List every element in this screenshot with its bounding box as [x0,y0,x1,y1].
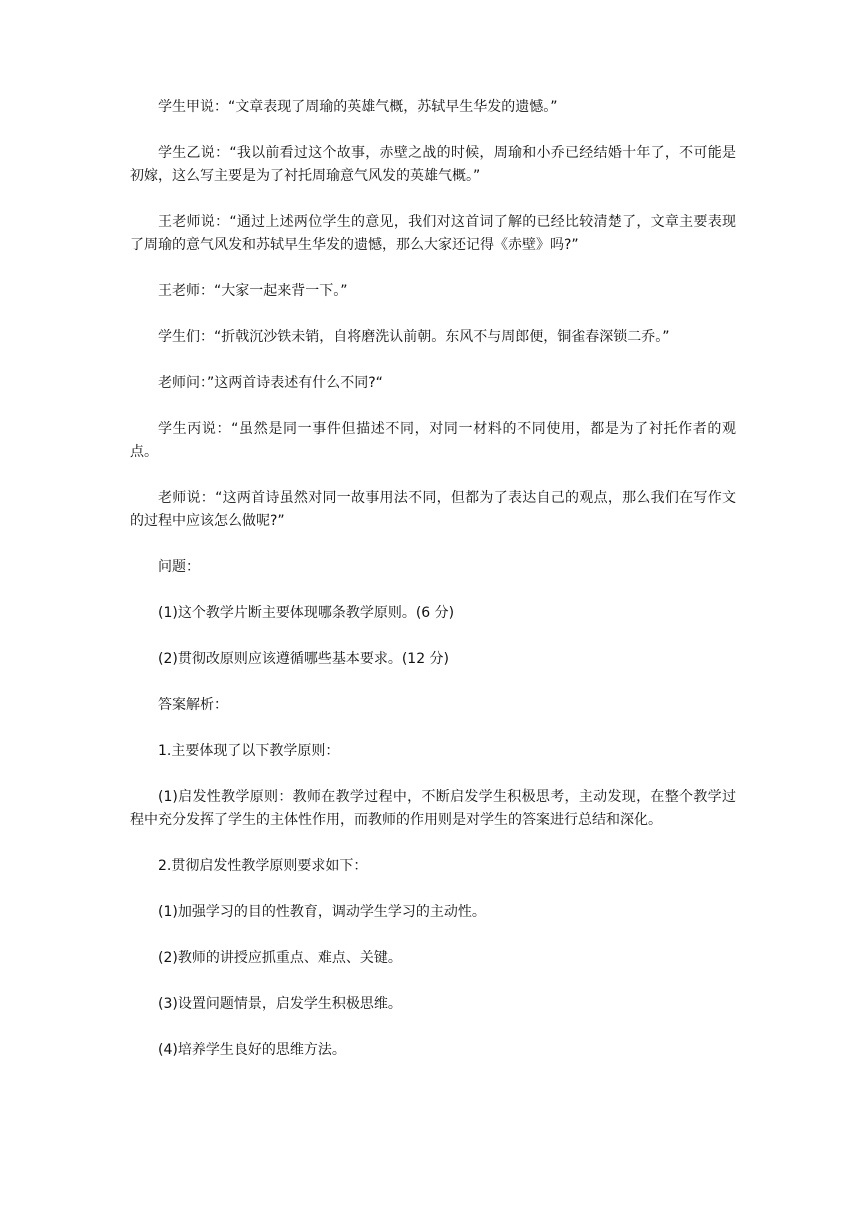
dialogue-student-a: 学生甲说：“文章表现了周瑜的英雄气概，苏轼早生华发的遗憾。” [158,99,558,115]
dialogue-students-recite: 学生们：“折戟沉沙铁未销，自将磨洗认前朝。东风不与周郎便，铜雀春深锁二乔。” [158,329,670,345]
dialogue-student-c: 学生丙说：“虽然是同一事件但描述不同，对同一材料的不同使用，都是为了衬托作者的观点。 [130,421,736,460]
answer-part-2-item-4: (4)培养学生良好的思维方法。 [158,1042,346,1058]
dialogue-teacher-summary: 老师说：“这两首诗虽然对同一故事用法不同，但都为了表达自己的观点，那么我们在写作文的过程中应该怎么做呢?” [130,490,736,529]
questions-heading: 问题： [158,559,200,575]
answer-part-2-item-3: (3)设置问题情景，启发学生积极思维。 [158,996,402,1012]
answer-heading: 答案解析： [158,697,228,713]
answer-part-2-item-1: (1)加强学习的目的性教育，调动学生学习的主动性。 [158,904,486,920]
document-body [130,96,736,1085]
dialogue-teacher-question: 老师问：”这两首诗表述有什么不同?“ [158,375,383,391]
question-1: (1)这个教学片断主要体现哪条教学原则。(6 分) [158,605,455,621]
question-2: (2)贯彻改原则应该遵循哪些基本要求。(12 分) [158,651,450,667]
dialogue-student-b: 学生乙说：“我以前看过这个故事，赤壁之战的时候，周瑜和小乔已经结婚十年了，不可能是初嫁，这么写主要是为了衬托周瑜意气风发的英雄气概。” [130,145,736,184]
dialogue-teacher-wang-2: 王老师：“大家一起来背一下。” [158,283,348,299]
answer-part-2-heading: 2.贯彻启发性教学原则要求如下： [158,858,368,874]
answer-part-1-item-1: (1)启发性教学原则：教师在教学过程中，不断启发学生积极思考，主动发现，在整个教学过程中充分发挥了学生的主体性作用，而教师的作用则是对学生的答案进行总结和深化。 [130,789,736,828]
dialogue-teacher-wang-1: 王老师说：“通过上述两位学生的意见，我们对这首词了解的已经比较清楚了，文章主要表现了周瑜的意气风发和苏轼早生华发的遗憾，那么大家还记得《赤壁》吗?” [130,214,736,253]
answer-part-1-heading: 1.主要体现了以下教学原则： [158,743,340,759]
answer-part-2-item-2: (2)教师的讲授应抓重点、难点、关键。 [158,950,402,966]
